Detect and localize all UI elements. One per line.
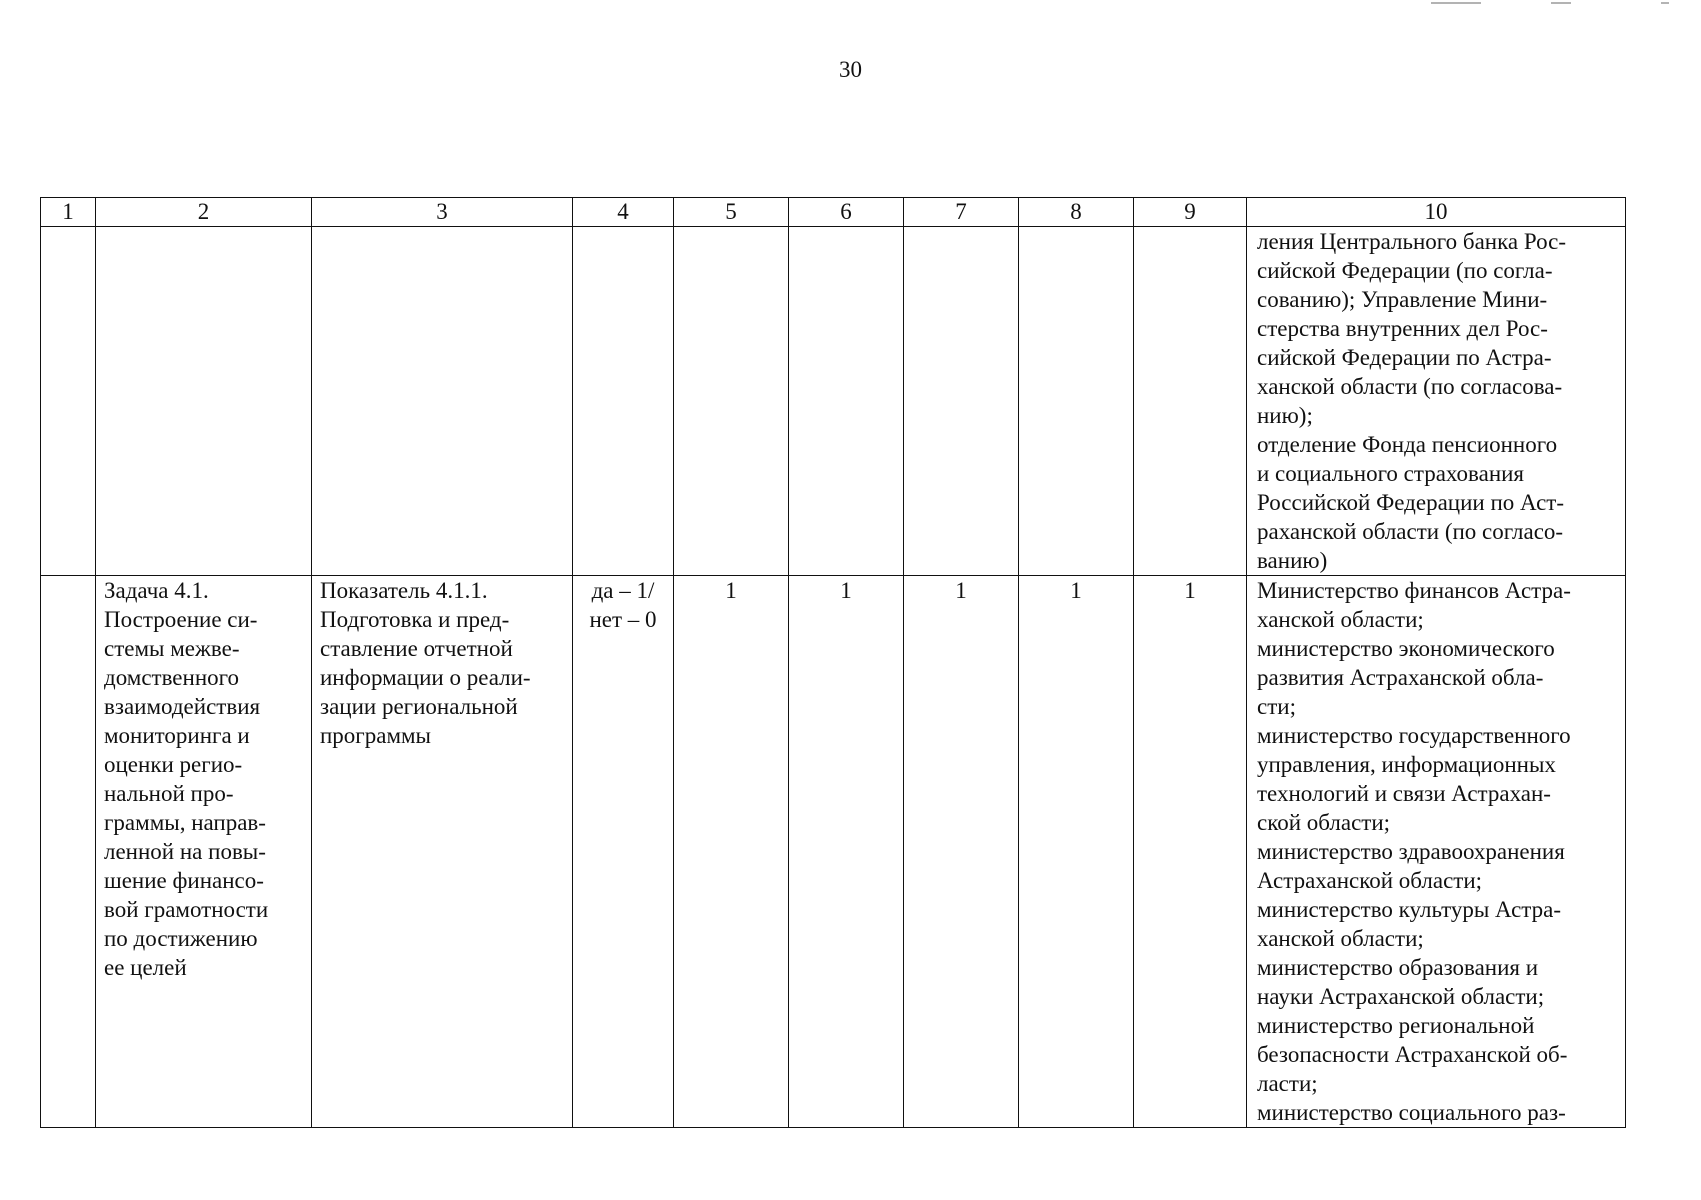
table-cell-empty — [789, 227, 904, 576]
text-line: нальной про- — [104, 781, 234, 806]
text-line: министерство культуры Астра- — [1257, 897, 1561, 922]
table-row-continued — [41, 227, 1626, 576]
text-line: стерства внутренних дел Рос- — [1257, 316, 1548, 341]
text-line: программы — [320, 723, 432, 748]
text-line: Министерство финансов Астра- — [1257, 578, 1571, 603]
text-line: ления Центрального банка Рос- — [1257, 229, 1567, 254]
text-line: да – 1/ — [591, 578, 655, 603]
text-line: раханской области (по согласо- — [1257, 519, 1564, 544]
text-line: министерство региональной — [1257, 1013, 1535, 1038]
header-cell-4: 4 — [573, 198, 674, 227]
value-cell-5: 1 — [674, 576, 789, 1128]
text-line: ханской области; — [1257, 926, 1424, 951]
text-line: ской области; — [1257, 810, 1391, 835]
text-line: сийской Федерации по Астра- — [1257, 345, 1552, 370]
text-line: мониторинга и — [104, 723, 250, 748]
page-number: 30 — [839, 57, 862, 82]
header-cell-6: 6 — [789, 198, 904, 227]
text-line: ванию) — [1257, 548, 1328, 573]
text-line: ласти; — [1257, 1071, 1318, 1096]
header-cell-2: 2 — [96, 198, 312, 227]
text-line: Построение си- — [104, 607, 258, 632]
text-line: ханской области; — [1257, 607, 1424, 632]
table-cell-empty — [573, 227, 674, 576]
table-header-row — [41, 198, 1626, 227]
header-cell-3: 3 — [312, 198, 573, 227]
table-row-task-4-1 — [41, 576, 1626, 1128]
header-cell-10: 10 — [1247, 198, 1626, 227]
text-line: оценки регио- — [104, 752, 243, 777]
table-cell-empty — [1019, 227, 1134, 576]
text-line: ленной на повы- — [104, 839, 266, 864]
text-line: технологий и связи Астрахан- — [1257, 781, 1551, 806]
text-line: по достижению — [104, 926, 258, 951]
text-line: ставление отчетной — [320, 636, 513, 661]
header-cell-1: 1 — [41, 198, 96, 227]
row-number-cell — [41, 576, 96, 1128]
table-cell-empty — [41, 227, 96, 576]
text-line: зации региональной — [320, 694, 518, 719]
header-cell-5: 5 — [674, 198, 789, 227]
table-cell-empty — [1134, 227, 1247, 576]
task-cell — [96, 576, 312, 1128]
text-line: ее целей — [104, 955, 187, 980]
text-line: граммы, направ- — [104, 810, 266, 835]
text-line: министерство государственного — [1257, 723, 1571, 748]
text-line: взаимодействия — [104, 694, 261, 719]
table-cell-empty — [674, 227, 789, 576]
indicators-table — [40, 197, 1626, 1128]
text-line: министерство экономического — [1257, 636, 1555, 661]
text-line: шение финансо- — [104, 868, 264, 893]
text-line: вой грамотности — [104, 897, 269, 922]
text-line: управления, информационных — [1257, 752, 1556, 777]
text-line: развития Астраханской обла- — [1257, 665, 1544, 690]
scan-artifact-marks — [1401, 0, 1701, 8]
unit-cell — [573, 576, 674, 1128]
text-line: безопасности Астраханской об- — [1257, 1042, 1568, 1067]
value-cell-6: 1 — [789, 576, 904, 1128]
text-line: стемы межве- — [104, 636, 240, 661]
header-cell-9: 9 — [1134, 198, 1247, 227]
indicator-cell — [312, 576, 573, 1128]
text-line: информации о реали- — [320, 665, 531, 690]
text-line: науки Астраханской области; — [1257, 984, 1545, 1009]
text-line: отделение Фонда пенсионного — [1257, 432, 1558, 457]
text-line: сованию); Управление Мини- — [1257, 287, 1548, 312]
header-cell-8: 8 — [1019, 198, 1134, 227]
text-line: министерство социального раз- — [1257, 1100, 1566, 1125]
table-cell-empty — [312, 227, 573, 576]
table-cell-empty — [904, 227, 1019, 576]
value-cell-7: 1 — [904, 576, 1019, 1128]
text-line: Астраханской области; — [1257, 868, 1483, 893]
responsible-executors-cell-continued — [1247, 227, 1626, 576]
text-line: Российской Федерации по Аст- — [1257, 490, 1564, 515]
text-line: нет – 0 — [589, 607, 657, 632]
text-line: министерство образования и — [1257, 955, 1539, 980]
text-line: нию); — [1257, 403, 1313, 428]
text-line: Показатель 4.1.1. — [320, 578, 488, 603]
text-line: ханской области (по согласова- — [1257, 374, 1563, 399]
table-cell-empty — [96, 227, 312, 576]
text-line: сти; — [1257, 694, 1296, 719]
text-line: Задача 4.1. — [104, 578, 209, 603]
text-line: сийской Федерации (по согла- — [1257, 258, 1553, 283]
text-line: Подготовка и пред- — [320, 607, 510, 632]
text-line: домственного — [104, 665, 239, 690]
text-line: и социального страхования — [1257, 461, 1525, 486]
responsible-executors-cell — [1247, 576, 1626, 1128]
text-line: министерство здравоохранения — [1257, 839, 1565, 864]
value-cell-8: 1 — [1019, 576, 1134, 1128]
header-cell-7: 7 — [904, 198, 1019, 227]
value-cell-9: 1 — [1134, 576, 1247, 1128]
